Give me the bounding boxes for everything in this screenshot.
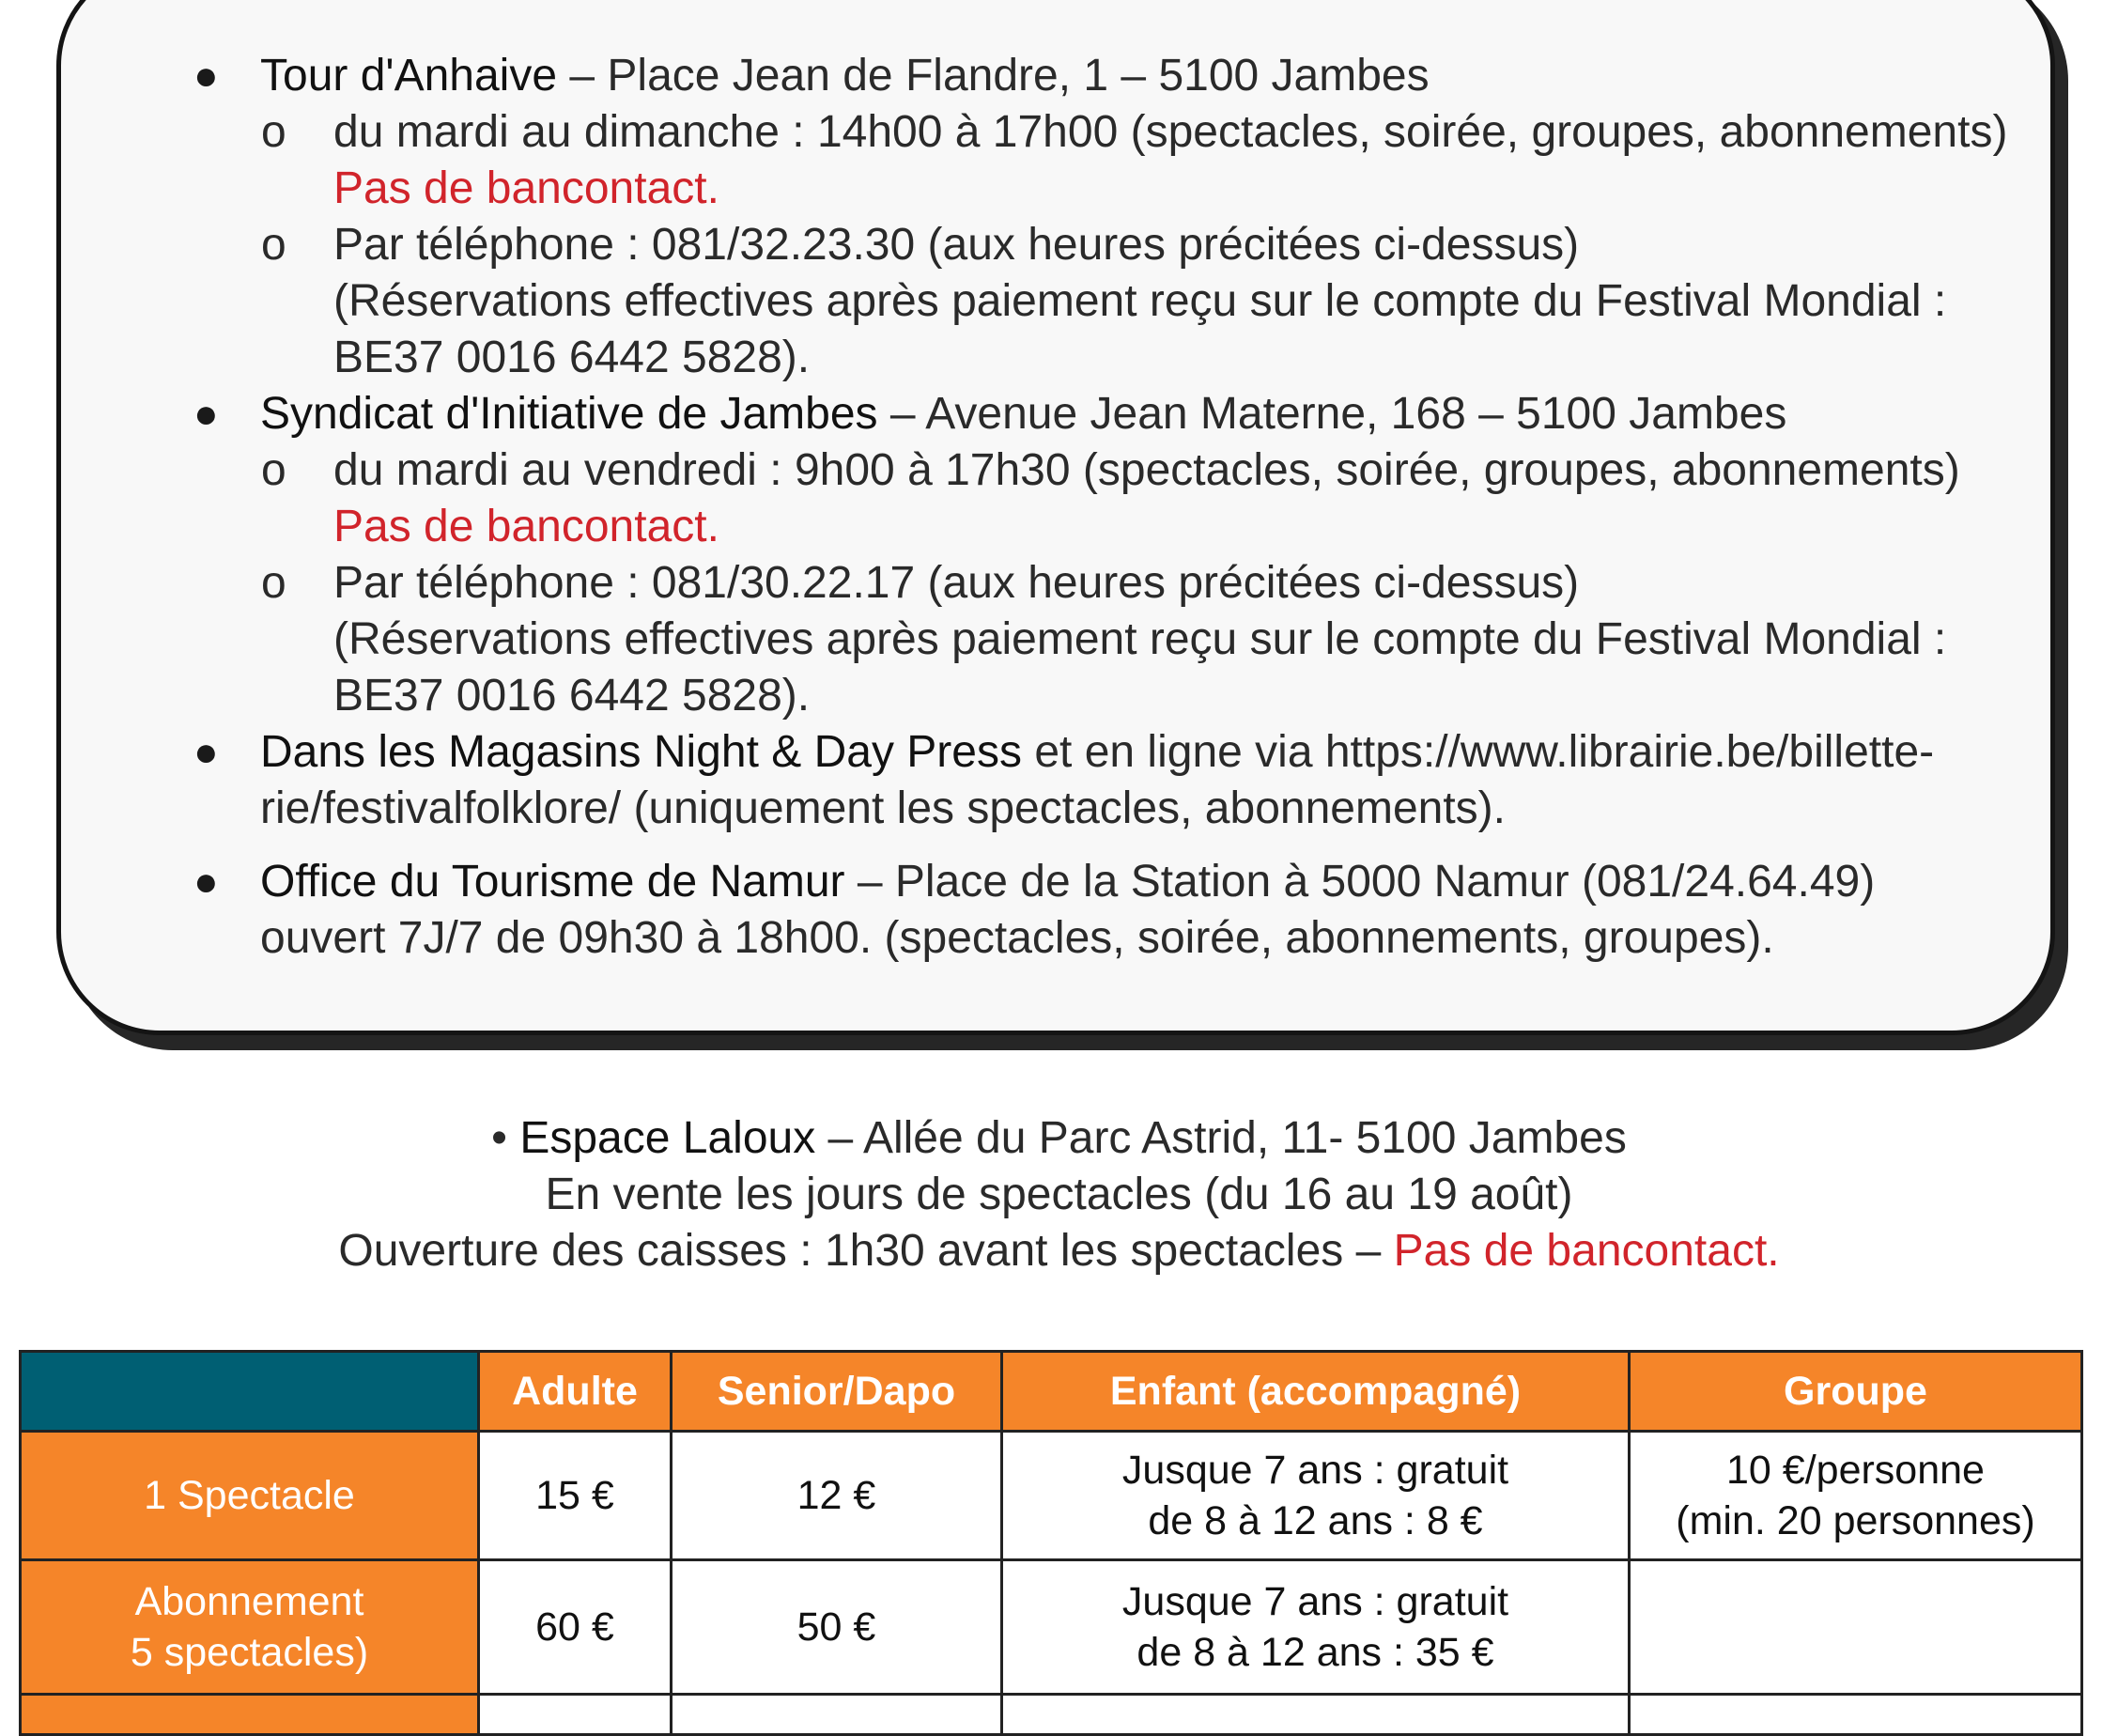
- outlet-name: Dans les Magasins Night & Day Press: [260, 727, 1022, 777]
- sub-bullet-icon: o: [261, 558, 286, 608]
- price-adulte: 15 €: [479, 1432, 672, 1560]
- bullet-icon: ●: [193, 391, 219, 437]
- row-label: [21, 1560, 479, 1695]
- outlet-name: Office du Tourisme de Namur: [260, 857, 845, 907]
- price-enfant: [1002, 1432, 1630, 1560]
- header-adulte: Adulte: [479, 1352, 672, 1432]
- outlet-name: Espace Laloux: [519, 1113, 816, 1163]
- laloux-line: [0, 1110, 2118, 1167]
- table-cell: [1630, 1695, 2082, 1735]
- payment-note: Pas de bancontact.: [333, 502, 719, 551]
- header-groupe: Groupe: [1630, 1352, 2082, 1432]
- list-item: [61, 48, 2050, 104]
- sub-bullet-icon: o: [261, 445, 286, 495]
- groupe-line: (min. 20 personnes): [1676, 1498, 2035, 1543]
- sub-bullet-icon: o: [261, 107, 286, 157]
- sub-item: [61, 442, 2050, 555]
- list-item: [61, 724, 2050, 837]
- row-label-line: 5 spectacles): [130, 1630, 369, 1675]
- outlet-address: – Place de la Station à 5000 Namur (081/24.64.49): [844, 857, 1876, 907]
- enfant-line: de 8 à 12 ans : 8 €: [1148, 1498, 1483, 1543]
- bullet-icon: ●: [193, 729, 219, 775]
- outlet-address: – Avenue Jean Materne, 168 – 5100 Jambes: [877, 389, 1787, 439]
- row-label: 1 Spectacle: [21, 1432, 479, 1560]
- sub-item: [61, 217, 2050, 386]
- phone-info: Par téléphone : 081/30.22.17 (aux heures précitées ci-dessus): [333, 558, 1580, 608]
- opening-hours: du mardi au dimanche : 14h00 à 17h00 (spectacles, soirée, groupes, abonnements): [333, 107, 2008, 157]
- table-cell: [1002, 1695, 1630, 1735]
- cashier-opening: [0, 1223, 2118, 1279]
- bullet-icon: ●: [193, 53, 219, 99]
- cashier-opening-text: Ouverture des caisses : 1h30 avant les spectacles –: [338, 1226, 1394, 1276]
- price-groupe: [1630, 1432, 2082, 1560]
- enfant-line: Jusque 7 ans : gratuit: [1121, 1579, 1509, 1624]
- table-cell: [479, 1695, 672, 1735]
- bank-account: BE37 0016 6442 5828).: [333, 671, 811, 721]
- price-senior: 12 €: [672, 1432, 1002, 1560]
- outlet-address: – Place Jean de Flandre, 1 – 5100 Jambes: [557, 51, 1430, 101]
- outlet-name: Tour d'Anhaive: [260, 51, 558, 101]
- payment-note: Pas de bancontact.: [1393, 1226, 1780, 1276]
- reservation-note: (Réservations effectives après paiement reçu sur le compte du Festival Mondial :: [333, 614, 1947, 664]
- price-table: [19, 1350, 2083, 1736]
- payment-note: Pas de bancontact.: [333, 163, 719, 213]
- sub-item: [61, 104, 2050, 217]
- phone-info: Par téléphone : 081/32.23.30 (aux heures précitées ci-dessus): [333, 220, 1580, 270]
- row-label-line: Abonnement: [134, 1579, 364, 1624]
- row-label: [21, 1695, 479, 1735]
- outlet-online: et en ligne via https://www.librairie.be/billette-: [1021, 727, 1935, 777]
- outlet-online-cont: rie/festivalfolklore/ (uniquement les spectacles, abonnements).: [260, 783, 1506, 833]
- bullet-icon: •: [491, 1113, 507, 1163]
- sub-item: [61, 555, 2050, 724]
- reservation-note: (Réservations effectives après paiement reçu sur le compte du Festival Mondial :: [333, 276, 1947, 326]
- sale-dates: En vente les jours de spectacles (du 16 au 19 août): [545, 1170, 1573, 1219]
- header-enfant: Enfant (accompagné): [1002, 1352, 1630, 1432]
- groupe-line: 10 €/personne: [1726, 1448, 1985, 1493]
- list-item: [61, 386, 2050, 442]
- price-senior: 50 €: [672, 1560, 1002, 1695]
- price-adulte: 60 €: [479, 1560, 672, 1695]
- price-groupe: [1630, 1560, 2082, 1695]
- ticket-outlets-panel: [56, 0, 2055, 1035]
- sub-bullet-icon: o: [261, 220, 286, 270]
- bullet-icon: ●: [193, 859, 219, 905]
- outlet-name: Syndicat d'Initiative de Jambes: [260, 389, 878, 439]
- bank-account: BE37 0016 6442 5828).: [333, 333, 811, 382]
- enfant-line: Jusque 7 ans : gratuit: [1121, 1448, 1509, 1493]
- outlet-hours: ouvert 7J/7 de 09h30 à 18h00. (spectacles, soirée, abonnements, groupes).: [260, 913, 1774, 963]
- espace-laloux-block: [0, 1110, 2118, 1279]
- table-cell: [672, 1695, 1002, 1735]
- header-cell-empty: [21, 1352, 479, 1432]
- outlet-list: [61, 48, 2050, 967]
- opening-hours: du mardi au vendredi : 9h00 à 17h30 (spectacles, soirée, groupes, abonnements): [333, 445, 1960, 495]
- table-header-row: [21, 1352, 2082, 1432]
- table-row-partial: [21, 1695, 2082, 1735]
- outlet-address: – Allée du Parc Astrid, 11- 5100 Jambes: [815, 1113, 1627, 1163]
- price-enfant: [1002, 1560, 1630, 1695]
- enfant-line: de 8 à 12 ans : 35 €: [1136, 1630, 1494, 1675]
- header-senior: Senior/Dapo: [672, 1352, 1002, 1432]
- list-item: [61, 854, 2050, 967]
- table-row: [21, 1432, 2082, 1560]
- table-row: [21, 1560, 2082, 1695]
